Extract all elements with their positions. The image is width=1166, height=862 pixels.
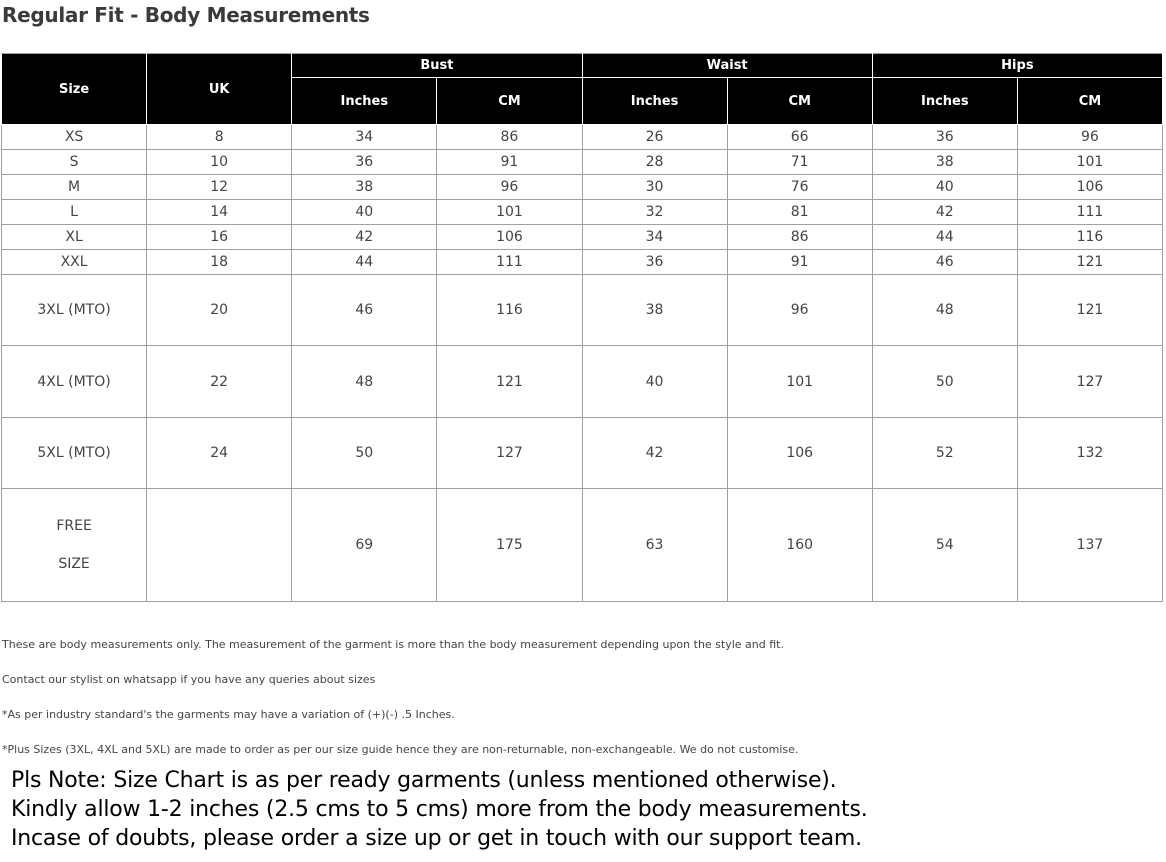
header-size: Size [2, 54, 147, 125]
cell-size: XXL [2, 250, 147, 275]
note-variation: *As per industry standard's the garments may have a variation of (+)(-) .5 Inches. [2, 708, 455, 721]
table-row [2, 275, 1163, 346]
cell-waist-inches: 30 [582, 175, 727, 200]
cell-bust-cm: 91 [437, 150, 582, 175]
cell-hips-inches: 46 [872, 250, 1017, 275]
table-row [2, 250, 1163, 275]
cell-hips-inches: 52 [872, 418, 1017, 489]
note-contact-stylist: Contact our stylist on whatsapp if you have any queries about sizes [2, 673, 376, 686]
cell-bust-inches: 48 [292, 346, 437, 418]
header-bust-cm: CM [437, 78, 582, 125]
cell-waist-cm: 96 [727, 275, 872, 346]
table-row [2, 225, 1163, 250]
cell-bust-cm: 121 [437, 346, 582, 418]
cell-bust-cm: 116 [437, 275, 582, 346]
notice-ready-garments: Pls Note: Size Chart is as per ready garments (unless mentioned otherwise). [11, 768, 837, 793]
header-bust-inches: Inches [292, 78, 437, 125]
header-waist-cm: CM [727, 78, 872, 125]
size-chart-notice [11, 766, 868, 853]
table-row [2, 418, 1163, 489]
free-size-hips-cm: 137 [1017, 489, 1162, 602]
cell-size: L [2, 200, 147, 225]
cell-uk: 12 [147, 175, 292, 200]
cell-waist-inches: 42 [582, 418, 727, 489]
free-size-label [2, 489, 147, 602]
cell-uk: 16 [147, 225, 292, 250]
cell-hips-inches: 36 [872, 125, 1017, 150]
cell-hips-inches: 38 [872, 150, 1017, 175]
cell-waist-cm: 76 [727, 175, 872, 200]
cell-waist-cm: 106 [727, 418, 872, 489]
table-row [2, 346, 1163, 418]
cell-bust-inches: 38 [292, 175, 437, 200]
header-hips-inches: Inches [872, 78, 1017, 125]
cell-waist-cm: 81 [727, 200, 872, 225]
cell-size: 3XL (MTO) [2, 275, 147, 346]
header-hips: Hips [872, 54, 1162, 78]
cell-size: 5XL (MTO) [2, 418, 147, 489]
cell-uk: 20 [147, 275, 292, 346]
cell-bust-inches: 34 [292, 125, 437, 150]
table-row [2, 150, 1163, 175]
free-size-waist-cm: 160 [727, 489, 872, 602]
cell-waist-cm: 86 [727, 225, 872, 250]
cell-hips-cm: 116 [1017, 225, 1162, 250]
header-hips-cm: CM [1017, 78, 1162, 125]
header-waist: Waist [582, 54, 872, 78]
notice-allow-inches: Kindly allow 1-2 inches (2.5 cms to 5 cms) more from the body measurements. [11, 797, 868, 822]
cell-hips-cm: 121 [1017, 275, 1162, 346]
cell-bust-cm: 86 [437, 125, 582, 150]
page-title: Regular Fit - Body Measurements [2, 3, 370, 27]
cell-waist-inches: 36 [582, 250, 727, 275]
cell-uk: 8 [147, 125, 292, 150]
cell-bust-cm: 96 [437, 175, 582, 200]
cell-uk: 14 [147, 200, 292, 225]
cell-hips-inches: 44 [872, 225, 1017, 250]
cell-size: S [2, 150, 147, 175]
cell-uk: 22 [147, 346, 292, 418]
cell-bust-cm: 111 [437, 250, 582, 275]
free-size-label-line2: SIZE [58, 556, 90, 572]
free-size-bust-cm: 175 [437, 489, 582, 602]
cell-bust-inches: 42 [292, 225, 437, 250]
cell-uk: 18 [147, 250, 292, 275]
cell-waist-cm: 66 [727, 125, 872, 150]
size-chart-body [2, 125, 1163, 602]
cell-hips-cm: 121 [1017, 250, 1162, 275]
cell-bust-cm: 127 [437, 418, 582, 489]
size-chart-table [1, 53, 1163, 602]
table-row [2, 125, 1163, 150]
cell-bust-cm: 106 [437, 225, 582, 250]
table-row-free-size [2, 489, 1163, 602]
note-plus-sizes: *Plus Sizes (3XL, 4XL and 5XL) are made to order as per our size guide hence they are non-returnable, non-exchangeable. We do not customise. [2, 743, 799, 756]
cell-bust-inches: 36 [292, 150, 437, 175]
free-size-uk [147, 489, 292, 602]
header-uk: UK [147, 54, 292, 125]
cell-hips-cm: 132 [1017, 418, 1162, 489]
cell-waist-cm: 91 [727, 250, 872, 275]
table-row [2, 200, 1163, 225]
cell-hips-inches: 42 [872, 200, 1017, 225]
cell-uk: 24 [147, 418, 292, 489]
free-size-waist-inches: 63 [582, 489, 727, 602]
cell-hips-cm: 111 [1017, 200, 1162, 225]
cell-hips-inches: 40 [872, 175, 1017, 200]
cell-bust-inches: 50 [292, 418, 437, 489]
cell-waist-cm: 71 [727, 150, 872, 175]
cell-bust-inches: 46 [292, 275, 437, 346]
cell-size: M [2, 175, 147, 200]
cell-size: XL [2, 225, 147, 250]
cell-hips-inches: 48 [872, 275, 1017, 346]
cell-bust-cm: 101 [437, 200, 582, 225]
table-row [2, 175, 1163, 200]
free-size-hips-inches: 54 [872, 489, 1017, 602]
cell-size: XS [2, 125, 147, 150]
cell-bust-inches: 44 [292, 250, 437, 275]
header-bust: Bust [292, 54, 582, 78]
notes [2, 636, 798, 776]
cell-uk: 10 [147, 150, 292, 175]
cell-waist-inches: 34 [582, 225, 727, 250]
free-size-label-line1: FREE [56, 518, 92, 534]
cell-waist-inches: 28 [582, 150, 727, 175]
cell-hips-cm: 101 [1017, 150, 1162, 175]
note-body-measurements: These are body measurements only. The measurement of the garment is more than the body measurement depending upon the style and fit. [2, 638, 784, 651]
cell-hips-cm: 127 [1017, 346, 1162, 418]
cell-waist-inches: 26 [582, 125, 727, 150]
free-size-bust-inches: 69 [292, 489, 437, 602]
cell-hips-cm: 106 [1017, 175, 1162, 200]
cell-hips-inches: 50 [872, 346, 1017, 418]
cell-hips-cm: 96 [1017, 125, 1162, 150]
notice-order-size-up: Incase of doubts, please order a size up or get in touch with our support team. [11, 826, 862, 851]
cell-waist-cm: 101 [727, 346, 872, 418]
cell-size: 4XL (MTO) [2, 346, 147, 418]
cell-bust-inches: 40 [292, 200, 437, 225]
cell-waist-inches: 32 [582, 200, 727, 225]
cell-waist-inches: 40 [582, 346, 727, 418]
header-waist-inches: Inches [582, 78, 727, 125]
cell-waist-inches: 38 [582, 275, 727, 346]
